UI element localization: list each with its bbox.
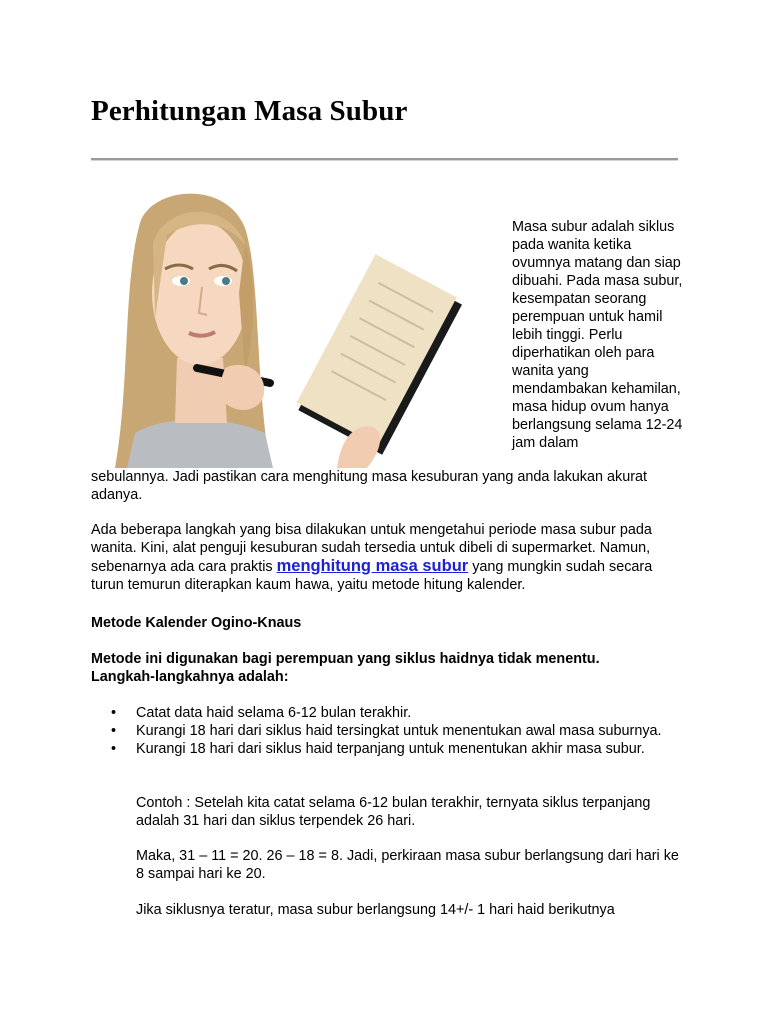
list-item [91,722,691,740]
list-item-text: Catat data haid selama 6-12 bulan terakhir. [136,705,412,721]
page-title: Perhitungan Masa Subur [91,95,408,127]
paragraph-text-start: Ada beberapa langkah yang bisa dilakukan untuk mengetahui periode masa subur pada wanita. Kini, alat penguji kesuburan sudah tersedia untuk dibeli di supermarket. Namun, sebenarnya ada cara praktis [91,522,652,575]
example-text: Contoh : Setelah kita catat selama 6-12 bulan terakhir, ternyata siklus terpanjang adalah 31 hari dan siklus terpendek 26 hari. [136,795,651,829]
bullet-icon: • [111,723,117,739]
list-item-text: Kurangi 18 hari dari siklus haid terpanjang untuk menentukan akhir masa subur. [136,741,645,757]
intro-text-column: Masa subur adalah siklus pada wanita ketika ovumnya matang dan siap dibuahi. Pada masa subur, kesempatan seorang perempuan untuk hamil lebih tinggi. Perlu diperhatikan oleh para wanita yang mendambakan kehamilan, masa hidup ovum hanya berlangsung selama 12-24 jam dalam [512,219,683,451]
list-item-text: Kurangi 18 hari dari siklus haid tersingkat untuk menentukan awal masa suburnya. [136,723,662,739]
menghitung-masa-subur-link[interactable]: menghitung masa subur [276,557,469,575]
bullet-icon: • [111,705,117,721]
woman-holding-book-photo [105,183,495,468]
regular-cycle-note: Jika siklusnya teratur, masa subur berlangsung 14+/- 1 hari haid berikutnya [136,902,615,918]
title-divider [91,158,678,161]
method-description: Metode ini digunakan bagi perempuan yang siklus haidnya tidak menentu. Langkah-langkahnya adalah: [91,651,600,685]
list-item [91,740,691,758]
paragraph-methods-intro [91,521,681,594]
steps-list [91,704,691,758]
paragraph-text-end: yang mungkin sudah secara turun temurun diterapkan kaum hawa, yaitu metode hitung kalender. [91,559,653,593]
intro-continued: sebulannya. Jadi pastikan cara menghitung masa kesuburan yang anda lakukan akurat adanya. [91,469,647,503]
list-item [91,704,691,722]
calculation-text: Maka, 31 – 11 = 20. 26 – 18 = 8. Jadi, perkiraan masa subur berlangsung dari hari ke 8 sampai hari ke 20. [136,848,679,882]
method-heading: Metode Kalender Ogino-Knaus [91,615,302,631]
bullet-icon: • [111,741,117,757]
